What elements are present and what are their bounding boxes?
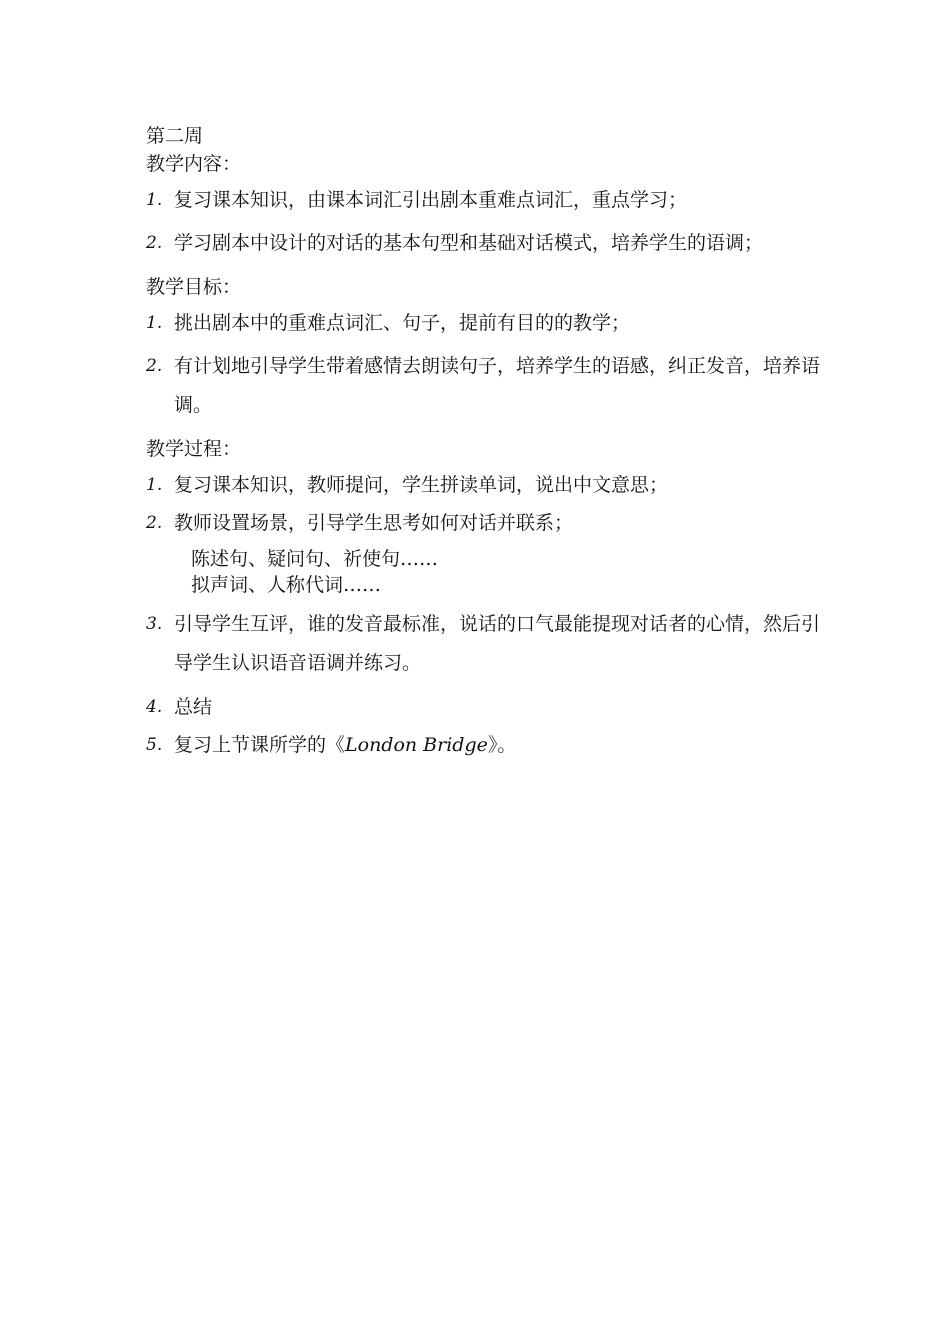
list-item [146, 693, 826, 721]
goals-list [146, 309, 826, 425]
item-number: 4. [146, 697, 163, 717]
content-list [146, 186, 826, 263]
item-number: 1. [146, 475, 163, 495]
goals-heading: 教学目标： [146, 276, 242, 298]
sub-line: 陈述句、疑问句、祈使句…… [191, 548, 439, 570]
item-number: 3. [146, 614, 163, 634]
process-list [146, 471, 826, 759]
item-number: 1. [146, 313, 163, 333]
content-heading: 教学内容： [146, 153, 242, 175]
item-text: 教师设置场景，引导学生思考如何对话并联系； [174, 512, 574, 534]
list-item [146, 186, 826, 214]
item-text [174, 731, 826, 759]
process-heading: 教学过程： [146, 438, 242, 460]
item-number: 2. [146, 513, 163, 533]
lesson-plan [146, 122, 826, 769]
item-number: 2. [146, 356, 163, 376]
item-text: 总结 [174, 696, 213, 718]
list-item [146, 309, 826, 337]
item-number: 1. [146, 190, 163, 210]
item-text: 复习课本知识，由课本词汇引出剧本重难点词汇，重点学习； [174, 189, 688, 211]
item-number: 2. [146, 233, 163, 253]
list-item [146, 347, 826, 425]
item-number: 5. [146, 735, 163, 755]
sentence-types-block [146, 545, 826, 597]
list-item [146, 471, 826, 499]
item-text: 学习剧本中设计的对话的基本句型和基础对话模式，培养学生的语调； [174, 232, 764, 254]
list-item [146, 224, 826, 263]
text-after: 》。 [487, 734, 517, 756]
list-item [146, 509, 826, 537]
text-before: 复习上节课所学的《 [174, 734, 346, 756]
item-text: 复习课本知识，教师提问，学生拼读单词，说出中文意思； [174, 474, 669, 496]
week-title: 第二周 [146, 125, 204, 147]
sub-line: 拟声词、人称代词…… [191, 574, 382, 596]
item-text: 挑出剧本中的重难点词汇、句子，提前有目的的教学； [174, 312, 631, 334]
list-item [146, 731, 826, 759]
item-text: 引导学生互评，谁的发音最标准，说话的口气最能提现对话者的心情，然后引导学生认识语音语调并练习。 [174, 613, 821, 674]
item-text: 有计划地引导学生带着感情去朗读句子，培养学生的语感，纠正发音，培养语调。 [174, 355, 821, 416]
song-title: London Bridge [345, 734, 488, 756]
list-item [146, 605, 826, 683]
